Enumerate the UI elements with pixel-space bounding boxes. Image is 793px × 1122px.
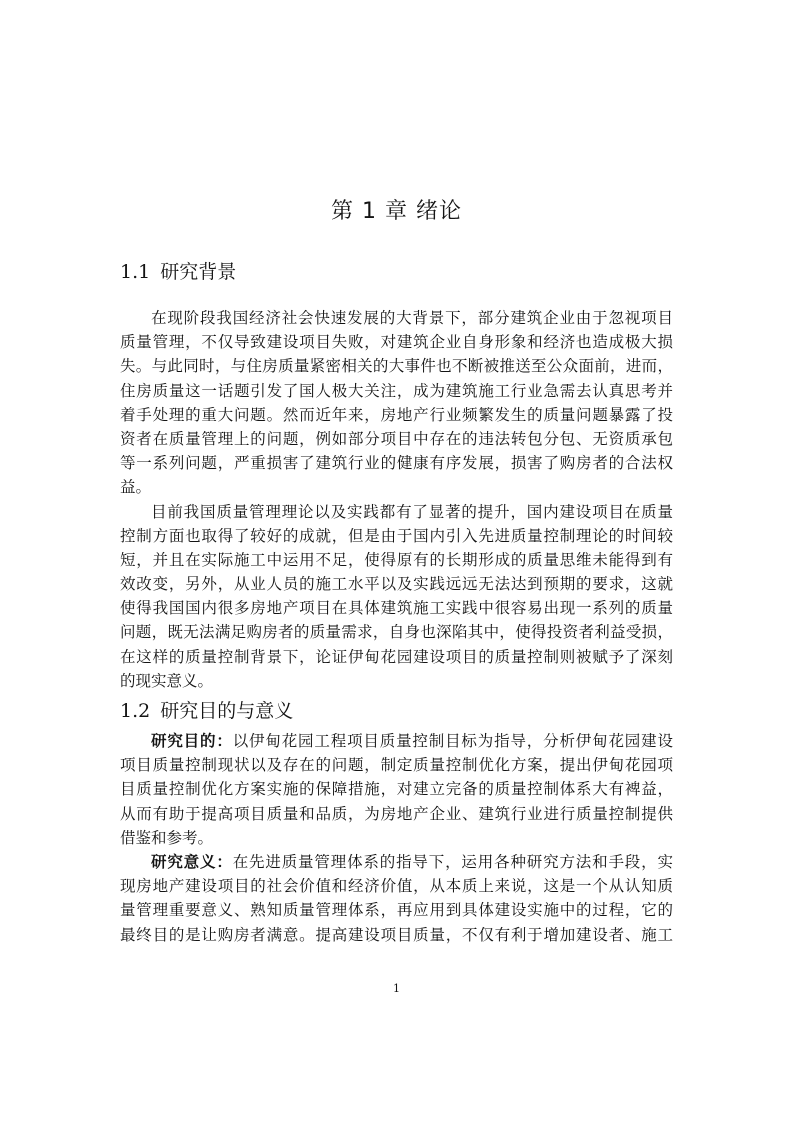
section-number: 1.2	[120, 700, 151, 722]
section-title: 研究目的与意义	[160, 700, 294, 722]
text-line: 现房地产建设项目的社会价值和经济价值，从本质上来说，这是一个从认知质	[120, 877, 673, 896]
chapter-title: 第 1 章 绪论	[331, 199, 462, 224]
text-line: 资者在质量管理上的问题，例如部分项目中存在的违法转包分包、无资质承包	[120, 429, 673, 448]
text-line: 目前我国质量管理理论以及实践都有了显著的提升，国内建设项目在质量	[151, 502, 673, 521]
text-line: 项目质量控制现状以及存在的问题，制定质量控制优化方案，提出伊甸花园项	[120, 756, 673, 775]
text-line	[120, 729, 673, 753]
text-line: 的现实意义。	[120, 671, 214, 690]
text-line: 益。	[120, 478, 152, 497]
page-body	[120, 254, 673, 947]
text-line: 失。与此同时，与住房质量紧密相关的大事件也不断被推送至公众面前，进而，	[120, 357, 673, 376]
line-text: 在先进质量管理体系的指导下，运用各种研究方法和手段，实	[232, 852, 673, 871]
text-line: 目质量控制优化方案实施的保障措施，对建立完备的质量控制体系大有裨益，	[120, 780, 673, 799]
paragraph	[120, 500, 673, 694]
paragraph-lead: 研究目的：	[151, 731, 233, 750]
text-line: 效改变，另外，从业人员的施工水平以及实践远远无法达到预期的要求，这就	[120, 575, 673, 594]
text-line	[120, 850, 673, 874]
text-line: 借鉴和参考。	[120, 828, 214, 847]
text-line: 质量管理，不仅导致建设项目失败，对建筑企业自身形象和经济也造成极大损	[120, 333, 673, 352]
text-line: 从而有助于提高项目质量和品质，为房地产企业、建筑行业进行质量控制提供	[120, 804, 673, 823]
section-number: 1.1	[120, 261, 151, 283]
text-line: 使得我国国内很多房地产项目在具体建筑施工实践中很容易出现一系列的质量	[120, 599, 673, 618]
text-line: 短，并且在实际施工中运用不足，使得原有的长期形成的质量思维未能得到有	[120, 550, 673, 569]
text-line: 问题，既无法满足购房者的质量需求，自身也深陷其中，使得投资者利益受损，	[120, 623, 673, 642]
paragraph	[120, 306, 673, 500]
text-line: 最终目的是让购房者满意。提高建设项目质量，不仅有利于增加建设者、施工	[120, 925, 673, 944]
paragraph-lead: 研究意义：	[151, 851, 233, 871]
text-line: 控制方面也取得了较好的成就，但是由于国内引入先进质量控制理论的时间较	[120, 526, 673, 545]
text-line: 在这样的质量控制背景下，论证伊甸花园建设项目的质量控制则被赋予了深刻	[120, 647, 673, 666]
text-line: 等一系列问题，严重损害了建筑行业的健康有序发展，损害了购房者的合法权	[120, 454, 673, 473]
section-title: 研究背景	[160, 261, 237, 283]
text-line: 在现阶段我国经济社会快速发展的大背景下，部分建筑企业由于忽视项目	[151, 309, 673, 327]
page-number: 1	[393, 982, 400, 995]
section-heading-1-1	[120, 254, 673, 290]
text-line: 着手处理的重大问题。然而近年来，房地产行业频繁发生的质量问题暴露了投	[120, 405, 673, 424]
line-text: 以伊甸花园工程项目质量控制目标为指导，分析伊甸花园建设	[232, 732, 673, 750]
section-heading-1-2	[120, 693, 673, 729]
paragraph	[120, 850, 673, 947]
paragraph	[120, 729, 673, 850]
text-line: 量管理重要意义、熟知质量管理体系，再应用到具体建设实施中的过程，它的	[120, 901, 673, 920]
text-line: 住房质量这一话题引发了国人极大关注，成为建筑施工行业急需去认真思考并	[120, 381, 673, 400]
